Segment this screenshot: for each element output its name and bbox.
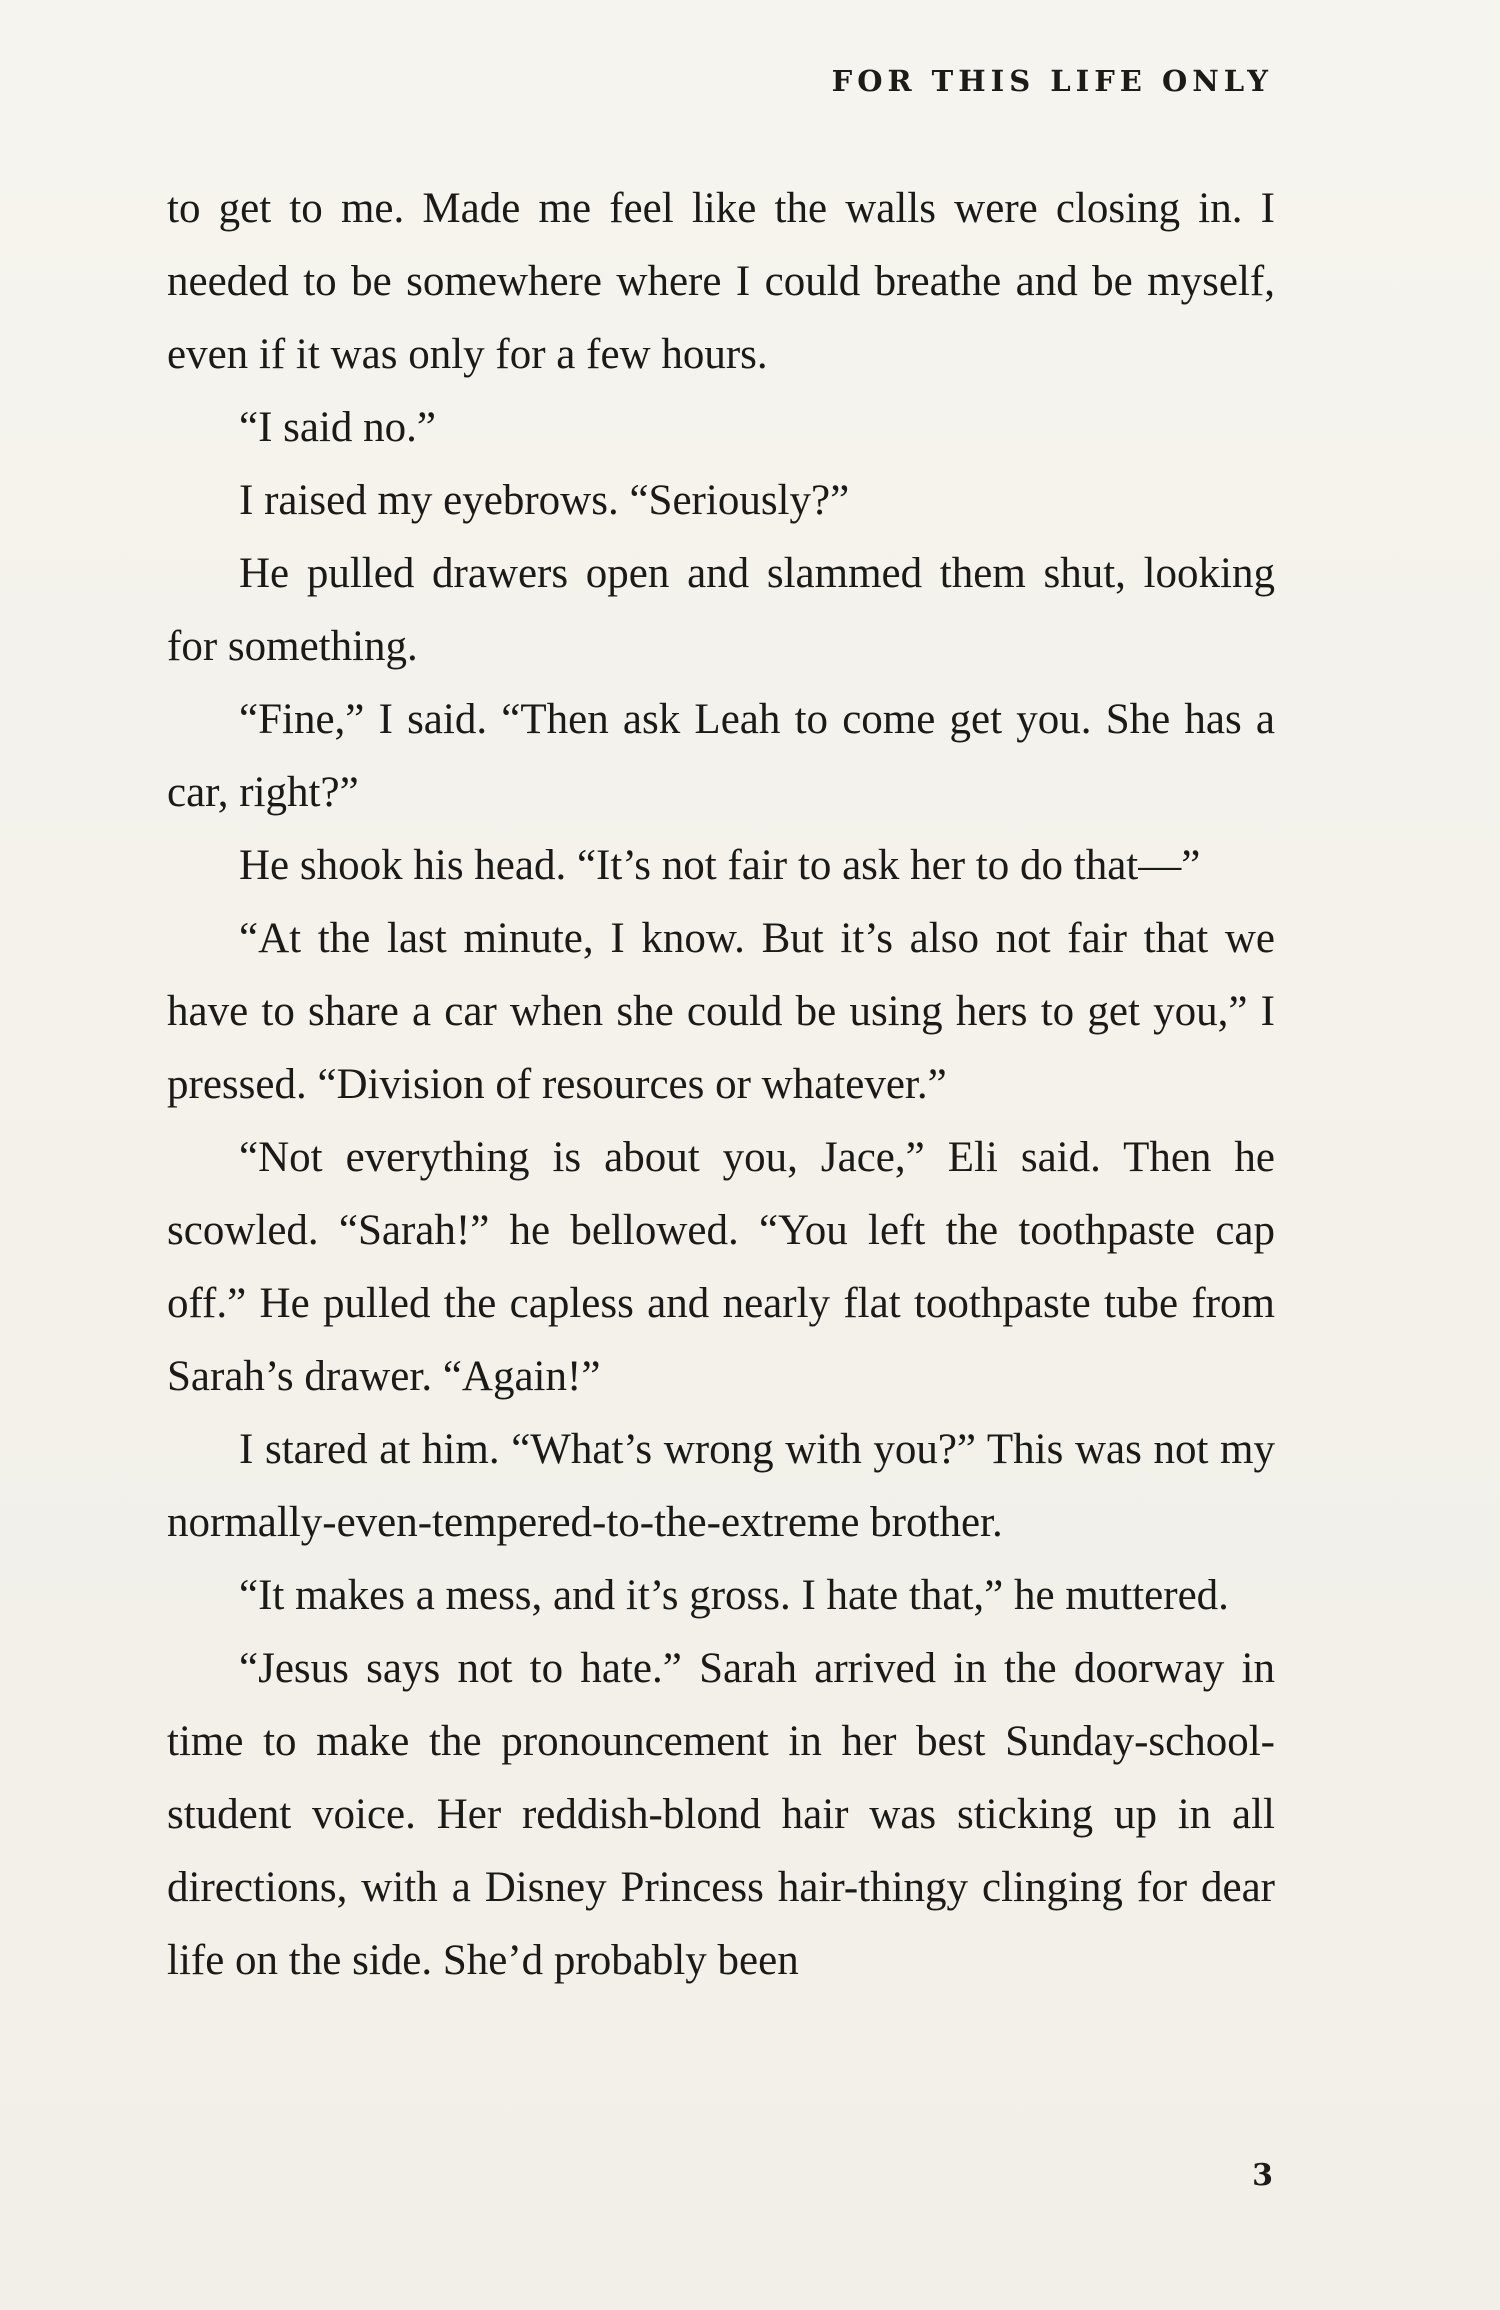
paragraph: to get to me. Made me feel like the walls were closing in. I needed to be somewhere where I could breathe and be myself, even if it was only for a few hours.: [167, 185, 1275, 378]
paragraph: “Fine,” I said. “Then ask Leah to come get you. She has a car, right?”: [167, 696, 1275, 816]
page-number: 3: [1252, 2158, 1273, 2193]
paragraph: He pulled drawers open and slammed them shut, looking for something.: [167, 550, 1275, 670]
body-text: [167, 172, 1275, 1997]
paragraph: I stared at him. “What’s wrong with you?” This was not my normally-even-tempered-to-the-extreme brother.: [167, 1426, 1275, 1546]
running-head: FOR THIS LIFE ONLY: [831, 64, 1273, 98]
paragraph: “I said no.”: [239, 404, 437, 451]
paragraph: “It makes a mess, and it’s gross. I hate that,” he muttered.: [239, 1572, 1229, 1619]
paragraph: “Jesus says not to hate.” Sarah arrived in the doorway in time to make the pronouncement in her best Sunday-school-student voice. Her reddish-blond hair was sticking up in all directions, with a Disney Princess hair-thingy clinging for dear life on the side. She’d probably been: [167, 1645, 1275, 1984]
paragraph: I raised my eyebrows. “Seriously?”: [239, 477, 850, 524]
paragraph: “Not everything is about you, Jace,” Eli said. Then he scowled. “Sarah!” he bellowed. “You left the toothpaste cap off.” He pulled the capless and nearly flat toothpaste tube from Sarah’s drawer. “Again!”: [167, 1134, 1275, 1400]
paragraph: “At the last minute, I know. But it’s also not fair that we have to share a car when she could be using hers to get you,” I pressed. “Division of resources or whatever.”: [167, 915, 1275, 1108]
paragraph: He shook his head. “It’s not fair to ask her to do that—”: [239, 842, 1201, 889]
